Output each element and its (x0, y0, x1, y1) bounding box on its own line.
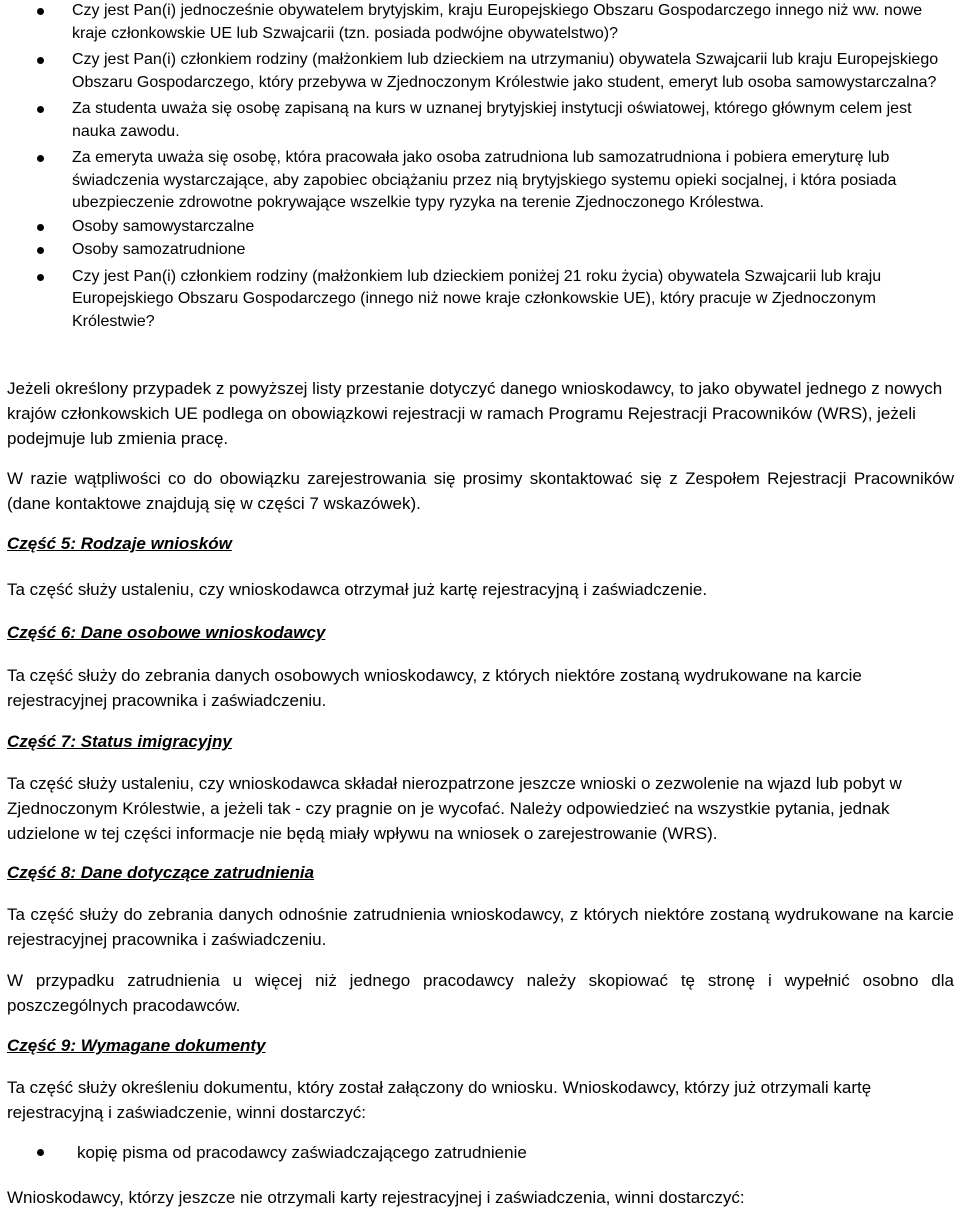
eligibility-bullet-list (0, 0, 960, 333)
section-7-text: Ta część służy ustaleniu, czy wnioskodawca składał nierozpatrzone jeszcze wnioski o zezwolenie na wjazd lub pobyt w Zjednoczonym Królestwie, a jeżeli tak - czy pragnie on je wycofać. Należy odpowiedzieć na wszystkie pytania, jednak udzielone w tej części informacje nie będą miały wpływu na wniosek o zarejestrowanie (WRS). (7, 774, 902, 843)
documents-bullet-list (0, 1140, 960, 1165)
section-9-heading: Część 9: Wymagane dokumenty (7, 1036, 266, 1055)
section-8-heading: Część 8: Dane dotyczące zatrudnienia (7, 863, 315, 882)
contact-paragraph: W razie wątpliwości co do obowiązku zarejestrowania się prosimy skontaktować się z Zespołem Rejestracji Pracowników (dane kontaktowe znajdują się w części 7 wskazówek). (7, 469, 954, 513)
list-item: Za studenta uważa się osobę zapisaną na kurs w uznanej brytyjskiej instytucji oświatowej, którego głównym celem jest nauka zawodu. (0, 98, 960, 143)
section-8-text-2: W przypadku zatrudnienia u więcej niż jednego pracodawcy należy skopiować tę stronę i wypełnić osobno dla poszczególnych pracodawców. (7, 971, 954, 1015)
wrs-paragraph: Jeżeli określony przypadek z powyższej listy przestanie dotyczyć danego wnioskodawcy, to jako obywatel jednego z nowych krajów członkowskich UE podlega on obowiązkowi rejestracji w ramach Programu Rejestracji Pracowników (WRS), jeżeli podejmuje lub zmienia pracę. (7, 379, 943, 448)
list-item: Osoby samozatrudnione (0, 239, 960, 262)
section-7-heading: Część 7: Status imigracyjny (7, 732, 232, 751)
list-item: Czy jest Pan(i) jednocześnie obywatelem brytyjskim, kraju Europejskiego Obszaru Gospodarczego innego niż ww. nowe kraje członkowskie UE lub Szwajcarii (tzn. posiada podwójne obywatelstwo)? (0, 0, 960, 45)
section-5-text: Ta część służy ustaleniu, czy wnioskodawca otrzymał już kartę rejestracyjną i zaświadczenie. (7, 580, 708, 599)
section-9-text-2: Wnioskodawcy, którzy jeszcze nie otrzymali karty rejestracyjnej i zaświadczenia, winni dostarczyć: (7, 1188, 745, 1207)
section-6-heading: Część 6: Dane osobowe wnioskodawcy (7, 623, 326, 642)
section-5-heading: Część 5: Rodzaje wniosków (7, 534, 232, 553)
list-item: Za emeryta uważa się osobę, która pracowała jako osoba zatrudniona lub samozatrudniona i pobiera emeryturę lub świadczenia wystarczające, aby zapobiec obciążaniu przez nią brytyjskiego systemu opieki socjalnej, i która posiada ubezpieczenie zdrowotne pokrywające wszelkie typy ryzyka na terenie Zjednoczonego Królestwa. (0, 147, 960, 215)
list-item: kopię pisma od pracodawcy zaświadczającego zatrudnienie (0, 1140, 960, 1165)
list-item: Osoby samowystarczalne (0, 216, 960, 239)
section-8-text: Ta część służy do zebrania danych odnośnie zatrudnienia wnioskodawcy, z których niektóre zostaną wydrukowane na karcie rejestracyjnej pracownika i zaświadczeniu. (7, 905, 954, 949)
list-item: Czy jest Pan(i) członkiem rodziny (małżonkiem lub dzieckiem poniżej 21 roku życia) obywatela Szwajcarii lub kraju Europejskiego Obszaru Gospodarczego (innego niż nowe kraje członkowskie UE), który pracuje w Zjednoczonym Królestwie? (0, 266, 960, 334)
section-9-text: Ta część służy określeniu dokumentu, który został załączony do wniosku. Wnioskodawcy, którzy już otrzymali kartę rejestracyjną i zaświadczenie, winni dostarczyć: (7, 1078, 872, 1122)
list-item: Czy jest Pan(i) członkiem rodziny (małżonkiem lub dzieckiem na utrzymaniu) obywatela Szwajcarii lub kraju Europejskiego Obszaru Gospodarczego, który przebywa w Zjednoczonym Królestwie jako student, emeryt lub osoba samowystarczalna? (0, 49, 960, 94)
section-6-text: Ta część służy do zebrania danych osobowych wnioskodawcy, z których niektóre zostaną wydrukowane na karcie rejestracyjnej pracownika i zaświadczeniu. (7, 666, 862, 710)
